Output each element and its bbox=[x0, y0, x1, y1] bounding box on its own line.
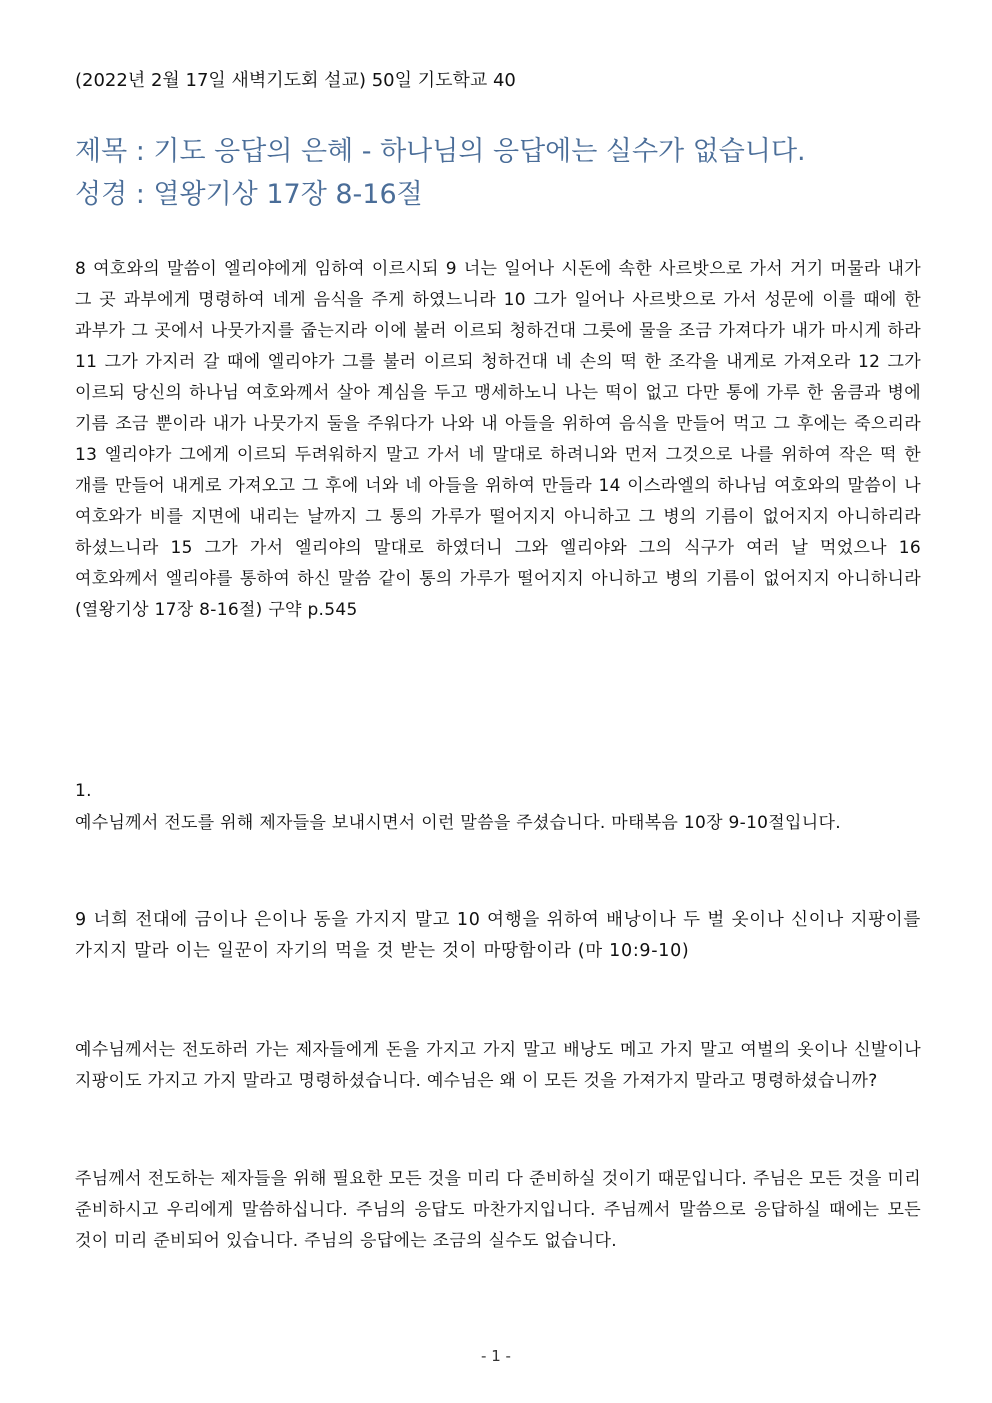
matthew-quote: 9 너희 전대에 금이나 은이나 동을 가지지 말고 10 여행을 위하여 배낭이나 두 벌 옷이나 신이나 지팡이를 가지지 말라 이는 일꾼이 자기의 먹을 것 받는 것이 마땅함이라 (마 10:9-10) bbox=[75, 910, 921, 961]
scripture-text: 8 여호와의 말씀이 엘리야에게 임하여 이르시되 9 너는 일어나 시돈에 속한 사르밧으로 가서 거기 머물라 내가 그 곳 과부에게 명령하여 네게 음식을 주게 하였느니라 10 그가 일어나 사르밧으로 가서 성문에 이를 때에 한 과부가 그 곳에서 나뭇가지를 줍는지라 이에 불러 이르되 청하건대 그릇에 물을 조금 가져다가 내가 마시게 하라 11 그가 가지러 갈 때에 엘리야가 그를 불러 이르되 청하건대 네 손의 떡 한 조각을 내게로 가져오라 12 그가 이르되 당신의 하나님 여호와께서 살아 계심을 두고 맹세하노니 나는 떡이 없고 다만 통에 가루 한 움큼과 병에 기름 조금 뿐이라 내가 나뭇가지 둘을 주워다가 나와 내 아들을 위하여 음식을 만들어 먹고 그 후에는 죽으리라 13 엘리야가 그에게 이르되 두려워하지 말고 가서 네 말대로 하려니와 먼저 그것으로 나를 위하여 작은 떡 한 개를 만들어 내게로 가져오고 그 후에 너와 네 아들을 위하여 만들라 14 이스라엘의 하나님 여호와의 말씀이 나 여호와가 비를 지면에 내리는 날까지 그 통의 가루가 떨어지지 아니하고 그 병의 기름이 없어지지 아니하리라 하셨느니라 15 그가 가서 엘리야의 말대로 하였더니 그와 엘리야와 그의 식구가 여러 날 먹었으나 16 여호와께서 엘리야를 통하여 하신 말씀 같이 통의 가루가 떨어지지 아니하고 병의 기름이 없어지지 아니하니라 (열왕기상 17장 8-16절) 구약 p.545 bbox=[75, 259, 921, 620]
question-paragraph: 예수님께서는 전도하러 가는 제자들에게 돈을 가지고 가지 말고 배낭도 메고 가지 말고 여벌의 옷이나 신발이나 지팡이도 가지고 가지 말라고 명령하셨습니다. 예수님은 왜 이 모든 것을 가져가지 말라고 명령하셨습니까? bbox=[75, 1040, 921, 1091]
scripture-reference: 성경 : 열왕기상 17장 8-16절 bbox=[75, 179, 423, 210]
answer-paragraph: 주님께서 전도하는 제자들을 위해 필요한 모든 것을 미리 다 준비하실 것이기 때문입니다. 주님은 모든 것을 미리 준비하시고 우리에게 말씀하십니다. 주님의 응답도 마찬가지입니다. 주님께서 말씀으로 응답하실 때에는 모든 것이 미리 준비되어 있습니다. 주님의 응답에는 조금의 실수도 없습니다. bbox=[75, 1169, 921, 1251]
page-number: - 1 - bbox=[481, 1347, 511, 1365]
sermon-header: (2022년 2월 17일 새벽기도회 설교) 50일 기도학교 40 bbox=[75, 70, 516, 91]
intro-paragraph: 예수님께서 전도를 위해 제자들을 보내시면서 이런 말씀을 주셨습니다. 마태복음 10장 9-10절입니다. bbox=[75, 813, 841, 833]
sermon-title: 제목 : 기도 응답의 은혜 - 하나님의 응답에는 실수가 없습니다. bbox=[75, 136, 806, 167]
section-number: 1. bbox=[75, 781, 92, 801]
